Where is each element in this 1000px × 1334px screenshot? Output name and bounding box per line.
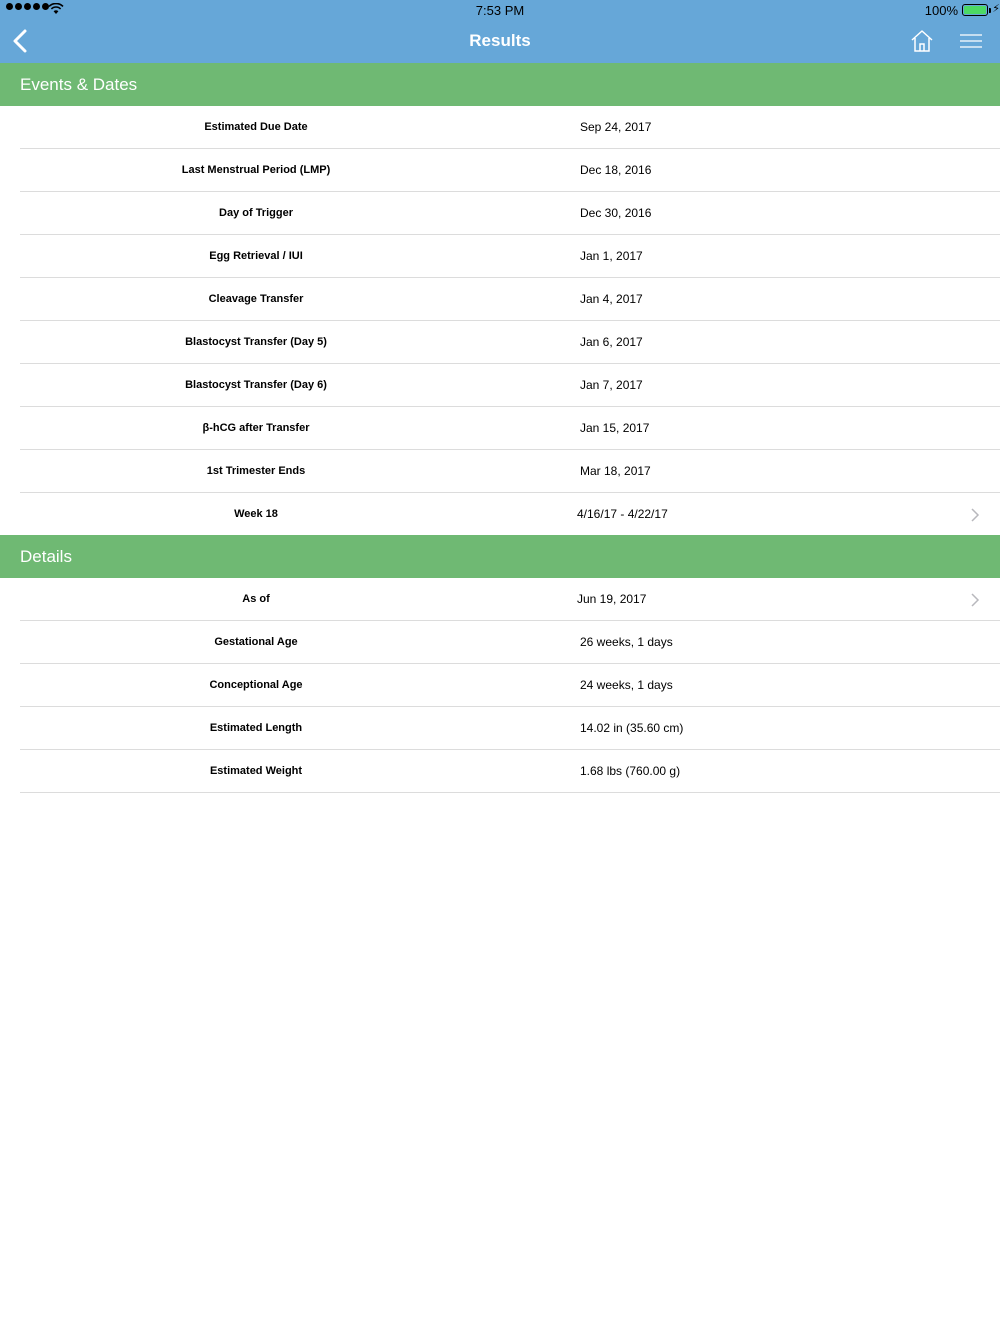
row-value: 24 weeks, 1 days bbox=[580, 678, 673, 692]
row-value: 26 weeks, 1 days bbox=[580, 635, 673, 649]
row-value: Jan 1, 2017 bbox=[580, 249, 643, 263]
table-row[interactable] bbox=[0, 493, 1000, 536]
chevron-right-icon bbox=[970, 508, 980, 522]
row-value: Sep 24, 2017 bbox=[580, 120, 652, 134]
row-label: Estimated Due Date bbox=[204, 121, 308, 133]
hamburger-menu-icon[interactable] bbox=[958, 30, 984, 52]
table-row bbox=[0, 621, 1000, 664]
table-row bbox=[0, 664, 1000, 707]
row-value: Jan 7, 2017 bbox=[580, 378, 643, 392]
table-row bbox=[0, 235, 1000, 278]
row-label: Conceptional Age bbox=[209, 679, 303, 691]
battery-icon bbox=[962, 4, 988, 16]
row-value: Jan 4, 2017 bbox=[580, 292, 643, 306]
section-header-events: Events & Dates bbox=[0, 63, 1000, 106]
events-list bbox=[0, 106, 1000, 536]
row-label: Last Menstrual Period (LMP) bbox=[181, 164, 331, 176]
table-row bbox=[0, 364, 1000, 407]
row-value: Dec 18, 2016 bbox=[580, 163, 652, 177]
status-bar bbox=[0, 0, 1000, 20]
section-header-details: Details bbox=[0, 535, 1000, 578]
table-row[interactable] bbox=[0, 578, 1000, 621]
chevron-right-icon bbox=[970, 593, 980, 607]
row-label: Blastocyst Transfer (Day 5) bbox=[185, 336, 327, 348]
home-icon[interactable] bbox=[908, 28, 936, 54]
row-value: 1.68 lbs (760.00 g) bbox=[580, 764, 681, 778]
row-label: Day of Trigger bbox=[219, 207, 293, 219]
battery-tip bbox=[989, 8, 991, 13]
row-label: Gestational Age bbox=[214, 636, 298, 648]
row-label: Week 18 bbox=[234, 508, 278, 520]
row-label: Egg Retrieval / IUI bbox=[209, 250, 303, 262]
row-value: Jun 19, 2017 bbox=[577, 592, 647, 606]
bolt-icon: ⚡ bbox=[992, 3, 1000, 15]
navigation-bar bbox=[0, 0, 1000, 63]
page-title: Results bbox=[469, 31, 531, 50]
table-row bbox=[0, 407, 1000, 450]
row-value: Jan 15, 2017 bbox=[580, 421, 650, 435]
row-value: Dec 30, 2016 bbox=[580, 206, 652, 220]
row-label: Estimated Length bbox=[209, 722, 303, 734]
status-time: 7:53 PM bbox=[475, 3, 525, 18]
details-list bbox=[0, 578, 1000, 793]
row-label: As of bbox=[242, 593, 270, 605]
row-value: Mar 18, 2017 bbox=[580, 464, 651, 478]
table-row bbox=[0, 149, 1000, 192]
table-row bbox=[0, 192, 1000, 235]
battery-percent: 100% bbox=[924, 3, 958, 18]
row-label: Blastocyst Transfer (Day 6) bbox=[185, 379, 327, 391]
row-value: Jan 6, 2017 bbox=[580, 335, 643, 349]
row-value: 4/16/17 - 4/22/17 bbox=[577, 507, 668, 521]
row-label: β-hCG after Transfer bbox=[202, 422, 310, 434]
row-label: Estimated Weight bbox=[209, 765, 303, 777]
table-row bbox=[0, 450, 1000, 493]
table-row bbox=[0, 750, 1000, 793]
table-row bbox=[0, 278, 1000, 321]
table-row bbox=[0, 106, 1000, 149]
row-label: Cleavage Transfer bbox=[208, 293, 304, 305]
table-row bbox=[0, 321, 1000, 364]
table-row bbox=[0, 707, 1000, 750]
row-label: 1st Trimester Ends bbox=[206, 465, 306, 477]
row-value: 14.02 in (35.60 cm) bbox=[580, 721, 684, 735]
